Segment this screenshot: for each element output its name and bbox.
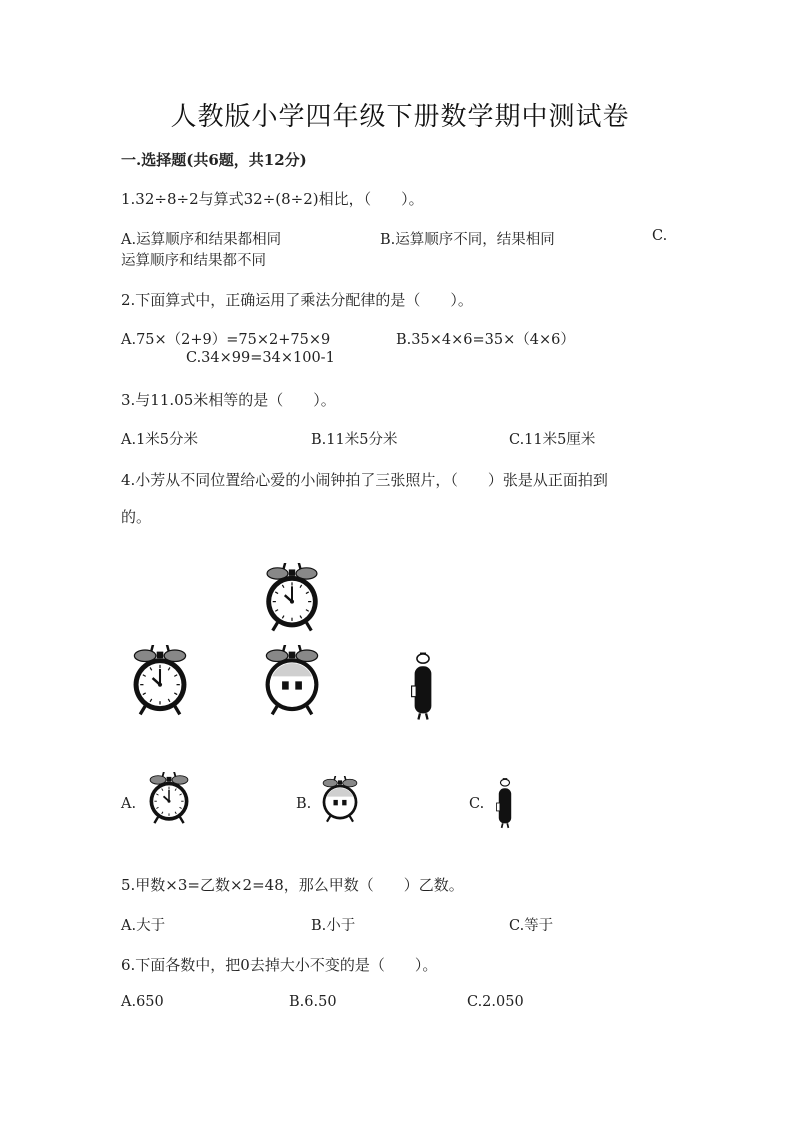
question-4-line2: 的。	[121, 508, 152, 526]
question-6: 6.下面各数中，把0去掉大小不变的是（ ）。	[121, 956, 438, 974]
q6-option-a: A.650	[121, 994, 164, 1010]
q3-option-c: C.11米5厘米	[509, 432, 596, 448]
alarm-clock-back-icon	[255, 645, 329, 721]
alarm-clock-side-icon	[406, 651, 440, 721]
q6-option-c: C.2.050	[467, 994, 524, 1010]
q4-option-a-label: A.	[121, 796, 137, 812]
q2-option-a: A.75×（2+9）=75×2+75×9	[121, 332, 331, 348]
question-3: 3.与11.05米相等的是（ ）。	[121, 391, 336, 409]
q1-option-c-mark: C.	[652, 228, 668, 244]
q5-option-b: B.小于	[311, 918, 356, 934]
q1-option-c-text: 运算顺序和结果都不同	[121, 253, 266, 269]
question-2: 2.下面算式中，正确运用了乘法分配律的是（ ）。	[121, 291, 473, 309]
q6-option-b: B.6.50	[289, 994, 337, 1010]
q3-option-a: A.1米5分米	[121, 432, 199, 448]
q2-option-c: C.34×99=34×100-1	[186, 350, 335, 366]
alarm-clock-front-icon	[123, 645, 197, 721]
question-1: 1.32÷8÷2与算式32÷(8÷2)相比，（ ）。	[121, 190, 424, 208]
q1-option-b: B.运算顺序不同，结果相同	[380, 232, 555, 248]
q2-option-b: B.35×4×6=35×（4×6）	[396, 332, 575, 348]
q5-option-c: C.等于	[509, 918, 554, 934]
q3-option-b: B.11米5分米	[311, 432, 398, 448]
alarm-clock-back-icon	[315, 776, 365, 826]
alarm-clock-front-icon	[140, 772, 198, 828]
q1-option-a: A.运算顺序和结果都相同	[121, 232, 282, 248]
q5-option-a: A.大于	[121, 918, 166, 934]
q4-option-c-label: C.	[469, 796, 485, 812]
alarm-clock-side-icon	[493, 777, 517, 829]
page-title: 人教版小学四年级下册数学期中测试卷	[170, 102, 630, 132]
alarm-clock-front-icon	[255, 563, 329, 637]
q4-option-b-label: B.	[296, 796, 312, 812]
section-heading: 一.选择题(共6题，共12分)	[121, 151, 307, 169]
question-5: 5.甲数×3=乙数×2=48，那么甲数（ ）乙数。	[121, 876, 464, 894]
question-4-line1: 4.小芳从不同位置给心爱的小闹钟拍了三张照片，（ ）张是从正面拍到	[121, 471, 608, 489]
